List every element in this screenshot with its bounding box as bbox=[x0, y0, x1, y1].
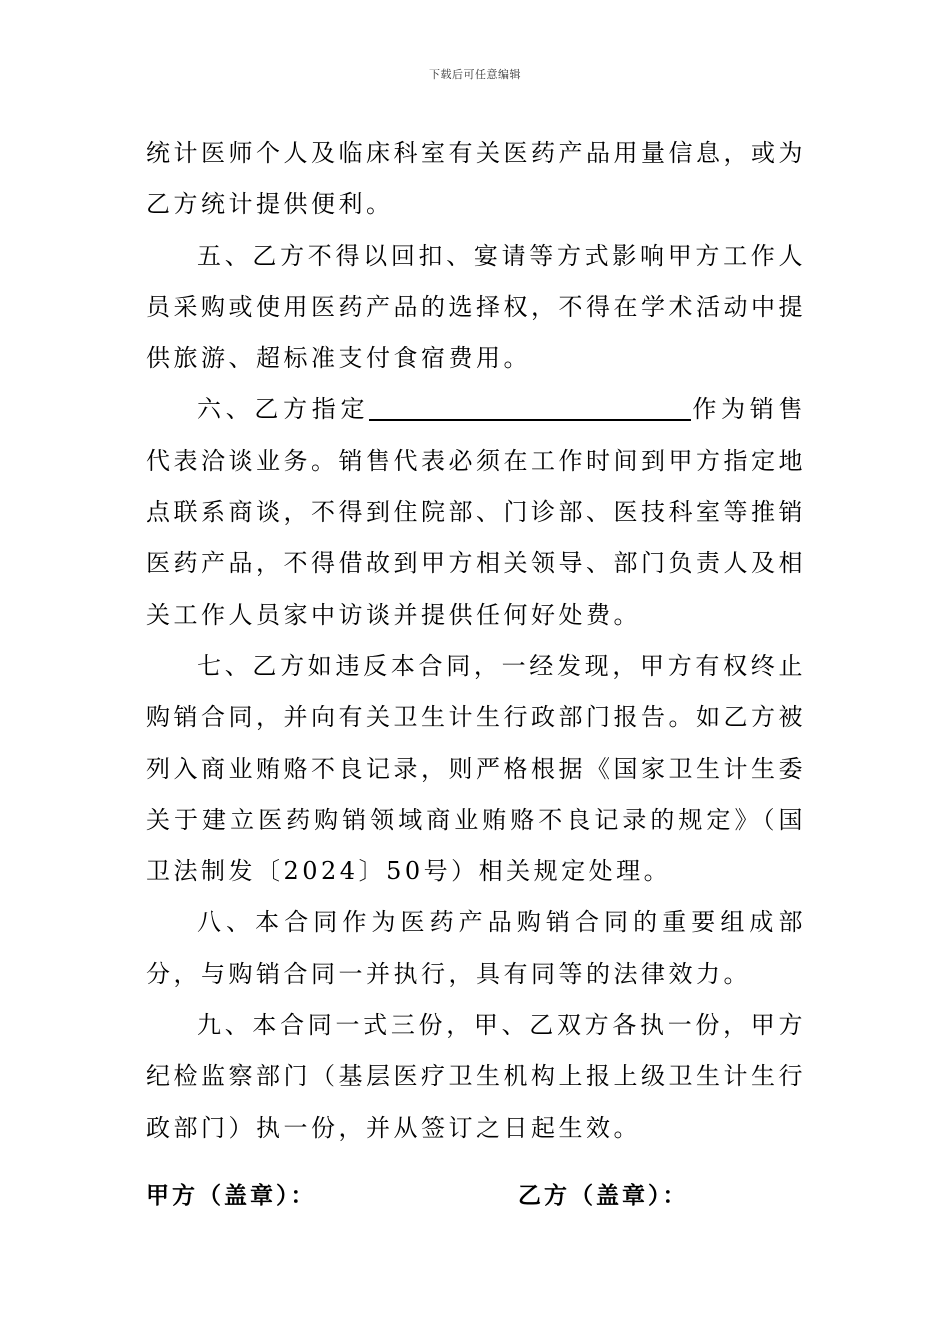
paragraph-continuation: 统计医师个人及临床科室有关医药产品用量信息，或为乙方统计提供便利。 bbox=[146, 139, 806, 219]
signature-row bbox=[146, 1177, 806, 1217]
party-b-seal-label: 乙方（盖章）： bbox=[518, 1183, 689, 1209]
paragraph-clause-8: 八、本合同作为医药产品购销合同的重要组成部分，与购销合同一并执行，具有同等的法律效力。 bbox=[146, 908, 806, 988]
party-a-seal-label: 甲方（盖章）： bbox=[146, 1183, 317, 1209]
contract-body bbox=[146, 128, 806, 1154]
clause-6-text: 作为销售代表洽谈业务。销售代表必须在工作时间到甲方指定地点联系商谈，不得到住院部、门诊部、医技科室等推销医药产品，不得借故到甲方相关领导、部门负责人及相关工作人员家中访谈并提供任何好处费。 bbox=[146, 395, 807, 629]
page-header-note: 下载后可任意编辑 bbox=[429, 68, 521, 81]
paragraph-clause-6 bbox=[146, 384, 806, 640]
sales-rep-blank-line[interactable] bbox=[369, 393, 691, 421]
paragraph-clause-5: 五、乙方不得以回扣、宴请等方式影响甲方工作人员采购或使用医药产品的选择权，不得在学术活动中提供旅游、超标准支付食宿费用。 bbox=[146, 241, 806, 373]
clause-6-intro: 六、乙方指定 bbox=[197, 395, 370, 424]
paragraph-clause-9: 九、本合同一式三份，甲、乙双方各执一份，甲方纪检监察部门（基层医疗卫生机构上报上级卫生计生行政部门）执一份，并从签订之日起生效。 bbox=[146, 1011, 806, 1142]
paragraph-clause-7: 七、乙方如违反本合同，一经发现，甲方有权终止购销合同，并向有关卫生计生行政部门报告。如乙方被列入商业贿赂不良记录，则严格根据《国家卫生计生委关于建立医药购销领域商业贿赂不良记录的规定》（国卫法制发〔2024〕50号）相关规定处理。 bbox=[146, 651, 806, 886]
